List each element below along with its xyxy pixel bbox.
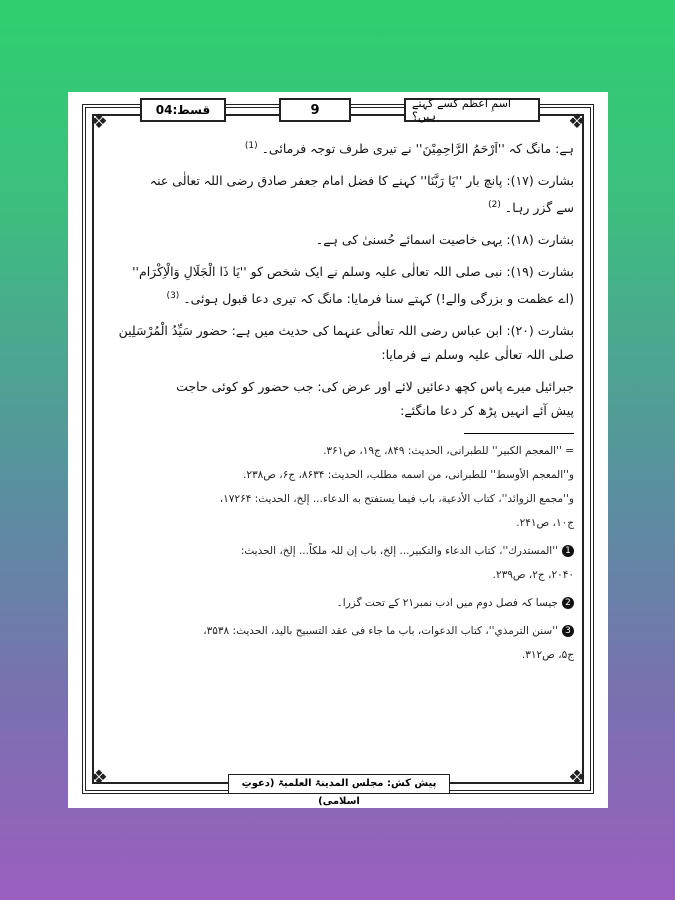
footnote-number-badge: 3 (562, 625, 574, 637)
page-content (102, 136, 574, 674)
text-line: بشارت (۱۹): نبی صلی اللہ تعالٰی علیہ وسلم نے ایک شخص کو ''یَا ذَا الْجَلَالِ وَالْاِکْرَام'' (132, 264, 574, 280)
corner-ornament-icon: ❖ (90, 109, 108, 133)
footnote-ref: (2) (488, 200, 501, 211)
corner-ornament-icon: ❖ (90, 765, 108, 789)
footnote-line: و''المعجم الأوسط'' للطبرانی، من اسمه مطلب، الحدیث: ۸۶۳۴، ج۶، ص۲۳۸. (243, 469, 574, 482)
page-footer: پیش کش: مجلس المدینۃ العلمیۃ (دعوتِ اسلامی) (228, 774, 450, 794)
text-line: سے گزر رہا۔ $^{(2)}$ (488, 200, 574, 216)
footnote-line: ۲۰۴۰، ج۲، ص۲۳۹. (492, 569, 574, 582)
corner-ornament-icon: ❖ (568, 109, 586, 133)
text-line: بشارت (۱۸): یہی خاصیت اسمائے حُسنیٰ کی ہے۔ (315, 232, 574, 248)
text-line: بشارت (۲۰): ابن عباس رضی اللہ تعالٰی عنہما کی حدیث میں ہے: حضور سَیِّدُ الْمُرْسَلِین (118, 323, 574, 339)
part-label: قسط:04 (140, 98, 226, 122)
footnote-line: 1''المستدرك''، کتاب الدعاء والتکبیر... إلخ، باب إن للہ ملکاً... إلخ، الحدیث: (102, 542, 574, 560)
text-line: جبرائیل میرے پاس کچھ دعائیں لائے اور عرض کی: جب حضور کو کوئی حاجت (176, 379, 574, 395)
footnote-ref: (3) (166, 291, 180, 302)
footnote-number-badge: 1 (562, 545, 574, 557)
footnote-divider (464, 433, 574, 434)
footnote-number-badge: 2 (562, 597, 574, 609)
footnote-line: 3''سنن الترمذي''، کتاب الدعوات، باب ما جاء فی عقد التسبیح بالید، الحدیث: ۳۵۳۸، (102, 622, 574, 640)
footnote-line: = ''المعجم الکبیر'' للطبرانی، الحدیث: ۸۴۹، ج۱۹، ص۳۶۱. (323, 445, 574, 458)
corner-ornament-icon: ❖ (568, 765, 586, 789)
footnote-line: و''مجمع الزوائد''، کتاب الأدعیة، باب فیما یستفتح به الدعاء... إلخ، الحدیث: ۱۷۲۶۴، (219, 493, 574, 506)
text-line: پیش آئے انہیں پڑھ کر دعا مانگئے: (400, 403, 574, 419)
text-line: صلی اللہ تعالٰی علیہ وسلم نے فرمایا: (381, 347, 574, 363)
text-line: ہے: مانگ کہ ''اَرْحَمُ الرَّاحِمِیْنَ'' نے تیری طرف توجہ فرمائی۔ $^{(1)}$ (244, 141, 574, 157)
page-number: 9 (279, 98, 351, 122)
page-header (140, 98, 540, 122)
footnote-ref: (1) (244, 141, 258, 151)
text-line: بشارت (۱۷): پانچ بار ''یَا رَبَّنَا'' کہنے کا فضل امام جعفر صادق رضی اللہ تعالٰی عنہ (149, 173, 574, 189)
footnote-line: ج۵، ص۳۱۲. (521, 649, 574, 662)
document-page (68, 92, 608, 808)
book-title: اسمِ اعظم کسے کہتے ہیں؟ (404, 98, 540, 122)
footnote-line: ج۱۰، ص۲۴۱. (516, 517, 574, 530)
text-line: (اے عظمت و بزرگی والے!) کہتے سنا فرمایا: مانگ کہ تیری دعا قبول ہوئی۔ $^{(3)}$ (166, 291, 574, 307)
footnote-line: 2جیسا کہ فصل دوم میں ادب نمبر۲۱ کے تحت گزرا۔ (102, 594, 574, 612)
